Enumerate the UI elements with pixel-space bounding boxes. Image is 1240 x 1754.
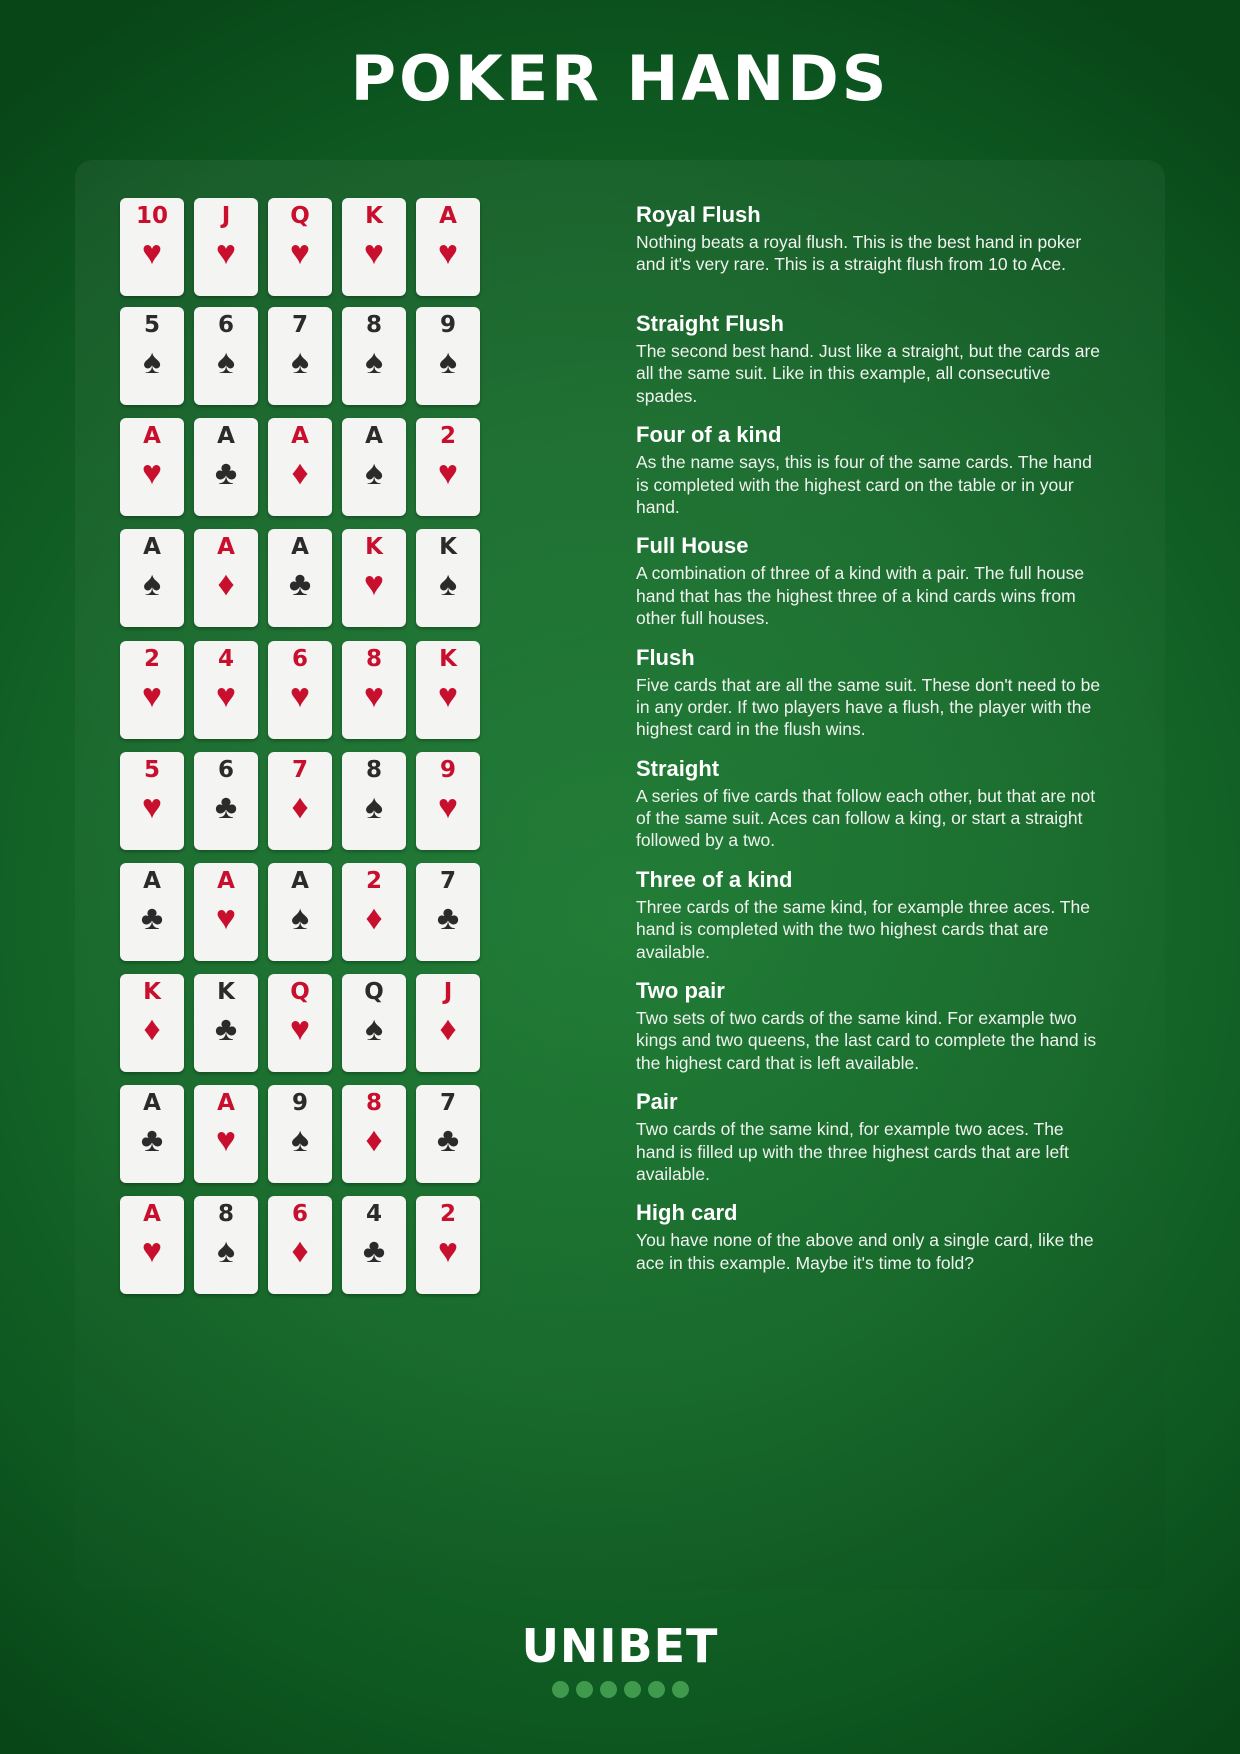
- hand-row: [120, 307, 1130, 407]
- playing-card: [194, 307, 258, 405]
- playing-card: [120, 418, 184, 516]
- playing-card: [194, 641, 258, 739]
- heart-suit-icon: ♥: [289, 234, 311, 272]
- card-rank: 2: [439, 1201, 456, 1228]
- spade-suit-icon: ♠: [290, 1121, 310, 1160]
- heart-suit-icon: ♥: [437, 1232, 459, 1271]
- hand-name: Four of a kind: [636, 422, 782, 448]
- hand-description: Two cards of the same kind, for example two aces. The hand is filled up with the three highest cards that are left available.: [636, 1119, 1069, 1184]
- hand-description: Three cards of the same kind, for example three aces. The hand is completed with the two highest cards that are available.: [636, 896, 1090, 962]
- hand-name: Straight: [636, 755, 720, 781]
- playing-card: [120, 641, 184, 739]
- playing-card: [120, 752, 184, 850]
- playing-card: [342, 641, 406, 739]
- playing-card: [194, 752, 258, 850]
- hand-name: High card: [636, 1200, 738, 1226]
- club-suit-icon: ♣: [436, 898, 460, 937]
- playing-card: [120, 198, 184, 296]
- playing-card: [194, 974, 258, 1072]
- playing-card: [194, 1085, 258, 1183]
- heart-suit-icon: ♥: [141, 234, 163, 272]
- card-rank: 8: [365, 756, 382, 783]
- playing-card: [194, 1196, 258, 1294]
- card-rank: 9: [291, 1090, 308, 1117]
- spade-suit-icon: ♠: [216, 1232, 236, 1271]
- diamond-suit-icon: ♦: [365, 898, 383, 937]
- hand-cards: [120, 1196, 620, 1294]
- heart-suit-icon: ♥: [141, 676, 163, 715]
- spade-suit-icon: ♠: [142, 565, 162, 604]
- spade-suit-icon: ♠: [290, 343, 310, 381]
- playing-card: [416, 418, 480, 516]
- card-rank: 7: [291, 756, 308, 783]
- diamond-suit-icon: ♦: [217, 565, 235, 604]
- playing-card: [416, 974, 480, 1072]
- card-rank: A: [217, 1090, 235, 1117]
- playing-card: [268, 752, 332, 850]
- card-rank: 7: [439, 867, 456, 894]
- club-suit-icon: ♣: [214, 454, 238, 493]
- card-rank: A: [291, 867, 309, 894]
- hand-description: A series of five cards that follow each other, but that are not of the same suit. Aces can follow a king, or start a straight followed by a two.: [636, 785, 1096, 851]
- playing-card: [120, 974, 184, 1072]
- heart-suit-icon: ♥: [363, 565, 385, 604]
- card-rank: A: [365, 423, 383, 450]
- heart-suit-icon: ♥: [215, 676, 237, 715]
- playing-card: [268, 1196, 332, 1294]
- hand-cards: [120, 863, 620, 961]
- diamond-suit-icon: ♦: [291, 454, 309, 493]
- club-suit-icon: ♣: [214, 787, 238, 826]
- playing-card: [342, 198, 406, 296]
- spade-suit-icon: ♠: [438, 343, 458, 381]
- spade-suit-icon: ♠: [142, 343, 162, 381]
- spade-suit-icon: ♠: [290, 898, 310, 937]
- hand-info: [620, 974, 1130, 1074]
- hand-info: [620, 307, 1130, 407]
- heart-suit-icon: ♥: [141, 1232, 163, 1271]
- card-rank: 4: [217, 645, 234, 672]
- hand-info: [620, 529, 1130, 629]
- hand-name: Royal Flush: [636, 202, 761, 227]
- card-rank: 2: [365, 867, 382, 894]
- club-suit-icon: ♣: [288, 565, 312, 604]
- playing-card: [416, 198, 480, 296]
- card-rank: A: [439, 203, 457, 229]
- heart-suit-icon: ♥: [215, 1121, 237, 1160]
- footer: [0, 1619, 1240, 1698]
- hand-info: [620, 1196, 1130, 1274]
- card-rank: A: [217, 534, 235, 561]
- brand-dot-icon: [552, 1681, 569, 1698]
- playing-card: [268, 529, 332, 627]
- hand-cards: [120, 752, 620, 850]
- hand-cards: [120, 198, 620, 296]
- card-rank: Q: [364, 979, 384, 1006]
- hand-row: [120, 529, 1130, 629]
- playing-card: [342, 418, 406, 516]
- playing-card: [342, 1085, 406, 1183]
- hand-row: [120, 1085, 1130, 1185]
- heart-suit-icon: ♥: [437, 454, 459, 493]
- card-rank: 9: [439, 756, 456, 783]
- club-suit-icon: ♣: [214, 1010, 238, 1049]
- card-rank: 10: [135, 203, 168, 229]
- card-rank: 6: [217, 312, 234, 338]
- heart-suit-icon: ♥: [289, 676, 311, 715]
- brand-dot-icon: [672, 1681, 689, 1698]
- brand-dots: [0, 1681, 1240, 1698]
- hand-description: Five cards that are all the same suit. These don't need to be in any order. If two players have a flush, the player with the highest card in the flush wins.: [636, 674, 1101, 740]
- diamond-suit-icon: ♦: [439, 1010, 457, 1049]
- card-rank: J: [221, 203, 231, 229]
- hand-name: Pair: [636, 1089, 678, 1115]
- hand-name: Flush: [636, 644, 695, 670]
- card-rank: K: [439, 645, 457, 672]
- hand-cards: [120, 641, 620, 739]
- card-rank: K: [365, 534, 383, 561]
- card-rank: A: [143, 534, 161, 561]
- hand-info: [620, 752, 1130, 852]
- hand-cards: [120, 307, 620, 405]
- heart-suit-icon: ♥: [215, 234, 237, 272]
- playing-card: [416, 641, 480, 739]
- playing-card: [194, 863, 258, 961]
- hand-row: [120, 198, 1130, 296]
- spade-suit-icon: ♠: [364, 787, 384, 826]
- playing-card: [268, 1085, 332, 1183]
- playing-card: [120, 863, 184, 961]
- hand-name: Three of a kind: [636, 866, 793, 892]
- card-rank: J: [443, 979, 453, 1006]
- playing-card: [342, 752, 406, 850]
- card-rank: 8: [365, 1090, 382, 1117]
- card-rank: A: [217, 867, 235, 894]
- brand-dot-icon: [624, 1681, 641, 1698]
- hand-row: [120, 641, 1130, 741]
- brand-dot-icon: [576, 1681, 593, 1698]
- hand-description: You have none of the above and only a single card, like the ace in this example. Maybe it's time to fold?: [636, 1230, 1094, 1273]
- card-rank: 6: [291, 645, 308, 672]
- hand-name: Two pair: [636, 978, 725, 1004]
- club-suit-icon: ♣: [140, 898, 164, 937]
- spade-suit-icon: ♠: [438, 565, 458, 604]
- brand-dot-icon: [600, 1681, 617, 1698]
- card-rank: 5: [143, 312, 160, 338]
- playing-card: [342, 529, 406, 627]
- card-rank: 7: [439, 1090, 456, 1117]
- playing-card: [416, 1196, 480, 1294]
- playing-card: [194, 529, 258, 627]
- hands-panel: [75, 160, 1165, 1590]
- card-rank: K: [217, 979, 235, 1006]
- playing-card: [120, 1196, 184, 1294]
- card-rank: 2: [143, 645, 160, 672]
- playing-card: [268, 974, 332, 1072]
- card-rank: 5: [143, 756, 160, 783]
- spade-suit-icon: ♠: [364, 454, 384, 493]
- hand-row: [120, 1196, 1130, 1294]
- card-rank: 8: [365, 312, 382, 338]
- page-title: POKER HANDS: [350, 42, 890, 115]
- diamond-suit-icon: ♦: [365, 1121, 383, 1160]
- playing-card: [120, 529, 184, 627]
- hands-list: [120, 198, 1130, 1305]
- playing-card: [120, 1085, 184, 1183]
- hand-description: Nothing beats a royal flush. This is the best hand in poker and it's very rare. This is a straight flush from 10 to Ace.: [636, 232, 1082, 275]
- hand-description: The second best hand. Just like a straight, but the cards are all the same suit. Like in this example, all consecutive spades.: [636, 341, 1101, 406]
- club-suit-icon: ♣: [436, 1121, 460, 1160]
- hand-description: Two sets of two cards of the same kind. For example two kings and two queens, the last card to complete the hand is the highest card that is left available.: [636, 1008, 1097, 1073]
- card-rank: 4: [365, 1201, 382, 1228]
- playing-card: [194, 198, 258, 296]
- card-rank: A: [291, 423, 309, 450]
- card-rank: K: [143, 979, 161, 1006]
- playing-card: [416, 752, 480, 850]
- playing-card: [342, 1196, 406, 1294]
- diamond-suit-icon: ♦: [143, 1010, 161, 1049]
- card-rank: 6: [291, 1201, 308, 1228]
- playing-card: [342, 307, 406, 405]
- playing-card: [194, 418, 258, 516]
- card-rank: A: [143, 867, 161, 894]
- playing-card: [268, 641, 332, 739]
- playing-card: [120, 307, 184, 405]
- playing-card: [416, 863, 480, 961]
- playing-card: [416, 1085, 480, 1183]
- card-rank: K: [439, 534, 457, 561]
- hand-description: As the name says, this is four of the same cards. The hand is completed with the highest card on the table or in your hand.: [636, 452, 1092, 517]
- hand-row: [120, 752, 1130, 852]
- hand-row: [120, 863, 1130, 963]
- brand-logo: UNIBET: [521, 1619, 719, 1673]
- playing-card: [342, 974, 406, 1072]
- playing-card: [268, 198, 332, 296]
- hand-info: [620, 418, 1130, 518]
- card-rank: Q: [290, 203, 310, 229]
- hand-info: [620, 1085, 1130, 1185]
- playing-card: [416, 307, 480, 405]
- heart-suit-icon: ♥: [289, 1010, 311, 1049]
- heart-suit-icon: ♥: [141, 454, 163, 493]
- playing-card: [416, 529, 480, 627]
- hand-cards: [120, 418, 620, 516]
- hand-cards: [120, 1085, 620, 1183]
- card-rank: A: [143, 1201, 161, 1228]
- playing-card: [268, 863, 332, 961]
- club-suit-icon: ♣: [362, 1232, 386, 1271]
- diamond-suit-icon: ♦: [291, 1232, 309, 1271]
- card-rank: 8: [365, 645, 382, 672]
- spade-suit-icon: ♠: [364, 1010, 384, 1049]
- heart-suit-icon: ♥: [437, 676, 459, 715]
- card-rank: Q: [290, 979, 310, 1006]
- card-rank: A: [217, 423, 235, 450]
- spade-suit-icon: ♠: [364, 343, 384, 381]
- heart-suit-icon: ♥: [437, 787, 459, 826]
- card-rank: 8: [217, 1201, 234, 1228]
- heart-suit-icon: ♥: [215, 898, 237, 937]
- hand-info: [620, 863, 1130, 963]
- card-rank: 9: [439, 312, 456, 338]
- hand-name: Full House: [636, 533, 749, 559]
- card-rank: 7: [291, 312, 308, 338]
- diamond-suit-icon: ♦: [291, 787, 309, 826]
- heart-suit-icon: ♥: [363, 676, 385, 715]
- brand-dot-icon: [648, 1681, 665, 1698]
- card-rank: 2: [439, 423, 456, 450]
- card-rank: A: [291, 534, 309, 561]
- club-suit-icon: ♣: [140, 1121, 164, 1160]
- playing-card: [342, 863, 406, 961]
- heart-suit-icon: ♥: [141, 787, 163, 826]
- card-rank: 6: [217, 756, 234, 783]
- card-rank: K: [365, 203, 383, 229]
- playing-card: [268, 418, 332, 516]
- card-rank: A: [143, 1090, 161, 1117]
- hand-row: [120, 418, 1130, 518]
- hand-cards: [120, 529, 620, 627]
- hand-row: [120, 974, 1130, 1074]
- card-rank: A: [143, 423, 161, 450]
- heart-suit-icon: ♥: [437, 234, 459, 272]
- hand-info: [620, 198, 1130, 276]
- hand-description: A combination of three of a kind with a pair. The full house hand that has the highest three of a kind cards wins from other full houses.: [636, 563, 1085, 629]
- hand-cards: [120, 974, 620, 1072]
- spade-suit-icon: ♠: [216, 343, 236, 381]
- heart-suit-icon: ♥: [363, 234, 385, 272]
- hand-info: [620, 641, 1130, 741]
- hand-name: Straight Flush: [636, 311, 784, 336]
- playing-card: [268, 307, 332, 405]
